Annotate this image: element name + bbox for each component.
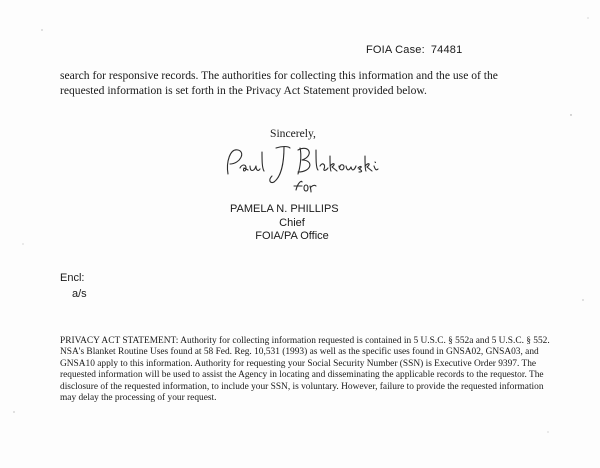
enclosure-label: Encl: [60, 272, 85, 284]
foia-case-reference [366, 44, 462, 56]
enclosure-value: a/s [72, 288, 87, 300]
signer-name: PAMELA N. PHILLIPS [230, 203, 339, 215]
case-label: FOIA Case: [366, 44, 425, 56]
signer-office: FOIA/PA Office [255, 230, 329, 242]
handwritten-signature [218, 138, 388, 198]
closing-salutation: Sincerely, [270, 127, 316, 140]
signer-block [230, 203, 354, 244]
case-number: 74481 [430, 44, 463, 56]
enclosure-block [60, 270, 87, 302]
body-paragraph: search for responsive records. The authorities for collecting this information and the use of the requested information is set forth in the Privacy Act Statement provided below. [60, 69, 498, 97]
privacy-act-statement: PRIVACY ACT STATEMENT: Authority for collecting information requested is contained in 5 U.S.C. § 552a and 5 U.S.C. § 552. NSA's Blanket Routine Uses found at 58 Fed. Reg. 10,531 (1993) as well as the specific uses found in GNSA02, GNSA03, and GNSA10 apply to this information. Authority for requesting your Social Security Number (SSN) is Executive Order 9397. The requested information will be used to assist the Agency in locating and disseminating the applicable records to the requestor. The disclosure of the requested information, to include your SSN, is voluntary. However, failure to provide the requested information may delay the processing of your request. [60, 336, 550, 404]
signer-title: Chief [279, 216, 305, 229]
